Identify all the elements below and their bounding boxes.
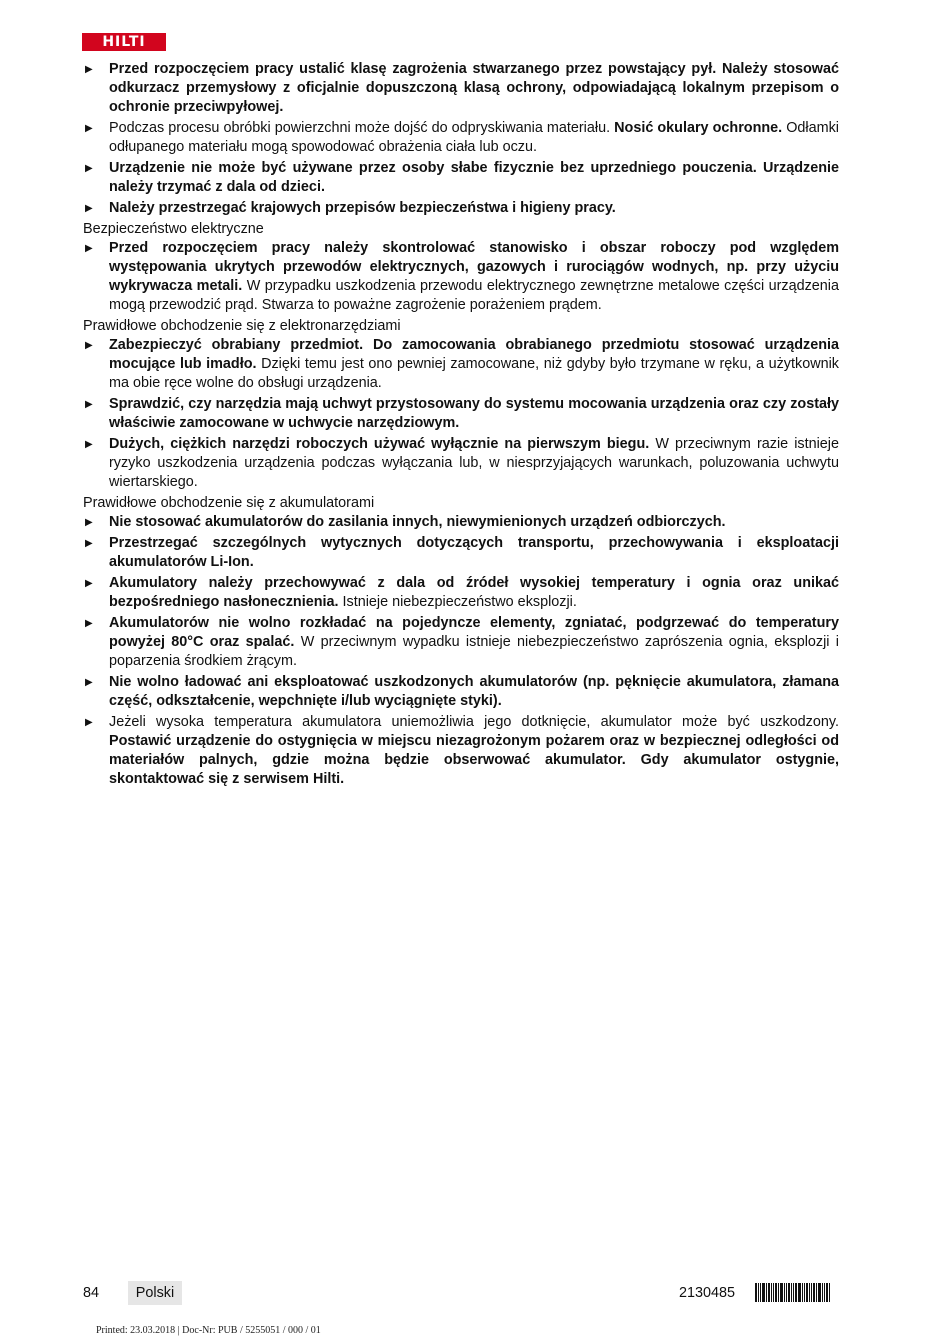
list-item: [83, 713, 839, 789]
barcode-bar: [829, 1283, 830, 1302]
bullet-list: [83, 60, 839, 218]
barcode-bar: [786, 1283, 787, 1302]
list-item: [83, 435, 839, 492]
bold-text: Przed rozpoczęciem pracy ustalić klasę zagrożenia stwarzanego przez powstający pył. Należy stosować odkurzacz przemysłowy z oficjalnie dopuszczoną klasą ochrony, odpowiadającą lokalnym przepisom o ochronie przeciwpyłowej.: [109, 61, 839, 115]
barcode-bar: [762, 1283, 765, 1302]
bold-text: Nie wolno ładować ani eksploatować uszkodzonych akumulatorów (np. pęknięcie akumulatora, złamana część, odkształcenie, wepchnięte i/lub wyciągnięte styki).: [109, 674, 839, 709]
regular-text: Istnieje niebezpieczeństwo eksplozji.: [338, 594, 577, 610]
bold-text: Urządzenie nie może być używane przez osoby słabe fizycznie bez uprzedniego pouczenia. Urządzenie należy trzymać z dala od dzieci.: [109, 160, 839, 195]
bold-text: Nie stosować akumulatorów do zasilania innych, niewymienionych urządzeń odbiorczych.: [109, 514, 726, 530]
regular-text: W przypadku uszkodzenia przewodu elektrycznego zewnętrzne metalowe części urządzenia mogą przewodzić prąd. Stwarza to poważne zagrożenie porażeniem prądem.: [109, 278, 839, 313]
barcode-bar: [795, 1283, 797, 1302]
barcode-bar: [771, 1283, 772, 1302]
barcode-bar: [778, 1283, 779, 1302]
triangle-bullet-icon: ▶: [85, 517, 93, 528]
barcode-bar: [766, 1283, 767, 1302]
bullet-list: [83, 336, 839, 492]
print-info: Printed: 23.03.2018 | Doc-Nr: PUB / 5255051 / 000 / 01: [96, 1325, 321, 1336]
page-number: 84: [83, 1285, 100, 1301]
barcode-bar: [806, 1283, 808, 1302]
barcode-bar: [802, 1283, 803, 1302]
barcode-bar: [773, 1283, 774, 1302]
barcode-bar: [791, 1283, 792, 1302]
regular-text: W przeciwnym wypadku istnieje niebezpieczeństwo zaprószenia ognia, eksplozji i poparzenia środkiem żrącym.: [109, 634, 839, 669]
list-item: [83, 119, 839, 157]
barcode-bar: [798, 1283, 801, 1302]
barcode-icon: [755, 1283, 839, 1302]
barcode-bar: [760, 1283, 761, 1302]
triangle-bullet-icon: ▶: [85, 340, 93, 351]
list-item: [83, 534, 839, 572]
barcode-bar: [809, 1283, 810, 1302]
language-label: Polski: [128, 1281, 182, 1305]
document-body: [83, 60, 839, 791]
document-number: 2130485: [678, 1285, 735, 1301]
regular-text: Odłamki odłupanego materiału mogą spowodować obrażenia ciała lub oczu.: [109, 120, 839, 155]
barcode-bar: [793, 1283, 794, 1302]
regular-text: Podczas procesu obróbki powierzchni może dojść do odpryskiwania materiału.: [109, 120, 615, 136]
triangle-bullet-icon: ▶: [85, 163, 93, 174]
list-item: [83, 395, 839, 433]
list-item: [83, 60, 839, 117]
bold-text: Należy przestrzegać krajowych przepisów bezpieczeństwa i higieny pracy.: [109, 200, 616, 216]
triangle-bullet-icon: ▶: [85, 439, 93, 450]
barcode-bar: [784, 1283, 785, 1302]
triangle-bullet-icon: ▶: [85, 123, 93, 134]
barcode-bar: [822, 1283, 823, 1302]
list-item: [83, 336, 839, 393]
list-item: [83, 513, 839, 532]
triangle-bullet-icon: ▶: [85, 64, 93, 75]
page-footer: [83, 1283, 839, 1305]
bold-text: Sprawdzić, czy narzędzia mają uchwyt przystosowany do systemu mocowania urządzenia oraz czy zostały właściwie zamocowane w uchwycie narzędziowym.: [109, 396, 839, 431]
bold-text: Zabezpieczyć obrabiany przedmiot. Do zamocowania obrabianego przedmiotu stosować urządzenia mocujące lub imadło.: [109, 337, 839, 372]
barcode-bar: [811, 1283, 812, 1302]
barcode-bar: [818, 1283, 821, 1302]
triangle-bullet-icon: ▶: [85, 618, 93, 629]
barcode-bar: [788, 1283, 790, 1302]
hilti-logo: HILTI: [82, 33, 166, 51]
triangle-bullet-icon: ▶: [85, 578, 93, 589]
triangle-bullet-icon: ▶: [85, 399, 93, 410]
triangle-bullet-icon: ▶: [85, 203, 93, 214]
bold-text: Przestrzegać szczególnych wytycznych dotyczących transportu, przechowywania i eksploatacji akumulatorów Li-Ion.: [109, 535, 839, 570]
bold-text: Nosić okulary ochronne.: [614, 120, 783, 136]
bold-text: Akumulatorów nie wolno rozkładać na pojedyncze elementy, zgniatać, podgrzewać do temperatury powyżej 80°C oraz spalać.: [109, 615, 839, 650]
list-item: [83, 159, 839, 197]
triangle-bullet-icon: ▶: [85, 677, 93, 688]
bullet-list: [83, 239, 839, 315]
regular-text: W przeciwnym razie istnieje ryzyko uszkodzenia urządzenia podczas wyłączania lub, w niesprzyjających warunkach, poluzowania uchwytu wiertarskiego.: [109, 436, 840, 490]
bold-text: Dużych, ciężkich narzędzi roboczych używać wyłącznie na pierwszym biegu.: [109, 436, 650, 452]
bold-text: Przed rozpoczęciem pracy należy skontrolować stanowisko i obszar roboczy pod względem występowania ukrytych przewodów elektrycznych, gazowych i rurociągów wodnych, np. przy użyciu wykrywacza metali.: [109, 240, 839, 294]
barcode-bar: [816, 1283, 817, 1302]
bullet-list: [83, 513, 839, 789]
list-item: [83, 574, 839, 612]
barcode-bar: [755, 1283, 757, 1302]
regular-text: Dzięki temu jest ono pewniej zamocowane, niż gdyby było trzymane w ręku, a użytkownik ma obie ręce wolne do obsługi urządzenia.: [109, 356, 839, 391]
regular-text: Jeżeli wysoka temperatura akumulatora uniemożliwia jego dotknięcie, akumulator może być uszkodzony.: [109, 714, 839, 730]
triangle-bullet-icon: ▶: [85, 243, 93, 254]
barcode-bar: [758, 1283, 759, 1302]
barcode-bar: [775, 1283, 777, 1302]
bold-text: Postawić urządzenie do ostygnięcia w miejscu niezagrożonym pożarem oraz w bezpiecznej odległości od materiałów palnych, gdzie można będzie obserwować akumulator. Gdy akumulator ostygnie, skontaktować się z serwisem Hilti.: [109, 733, 839, 787]
barcode-bar: [804, 1283, 805, 1302]
barcode-bar: [813, 1283, 815, 1302]
bold-text: Akumulatory należy przechowywać z dala od źródeł wysokiej temperatury i ognia oraz unikać bezpośredniego nasłonecznienia.: [109, 575, 839, 610]
section-heading: Bezpieczeństwo elektryczne: [83, 221, 264, 237]
list-item: [83, 199, 839, 218]
barcode-bar: [780, 1283, 783, 1302]
list-item: [83, 673, 839, 711]
barcode-bar: [826, 1283, 828, 1302]
barcode-bar: [768, 1283, 770, 1302]
triangle-bullet-icon: ▶: [85, 538, 93, 549]
list-item: [83, 239, 839, 315]
triangle-bullet-icon: ▶: [85, 717, 93, 728]
list-item: [83, 614, 839, 671]
barcode-bar: [824, 1283, 825, 1302]
section-heading: Prawidłowe obchodzenie się z elektronarzędziami: [83, 318, 401, 334]
section-heading: Prawidłowe obchodzenie się z akumulatorami: [83, 495, 375, 511]
